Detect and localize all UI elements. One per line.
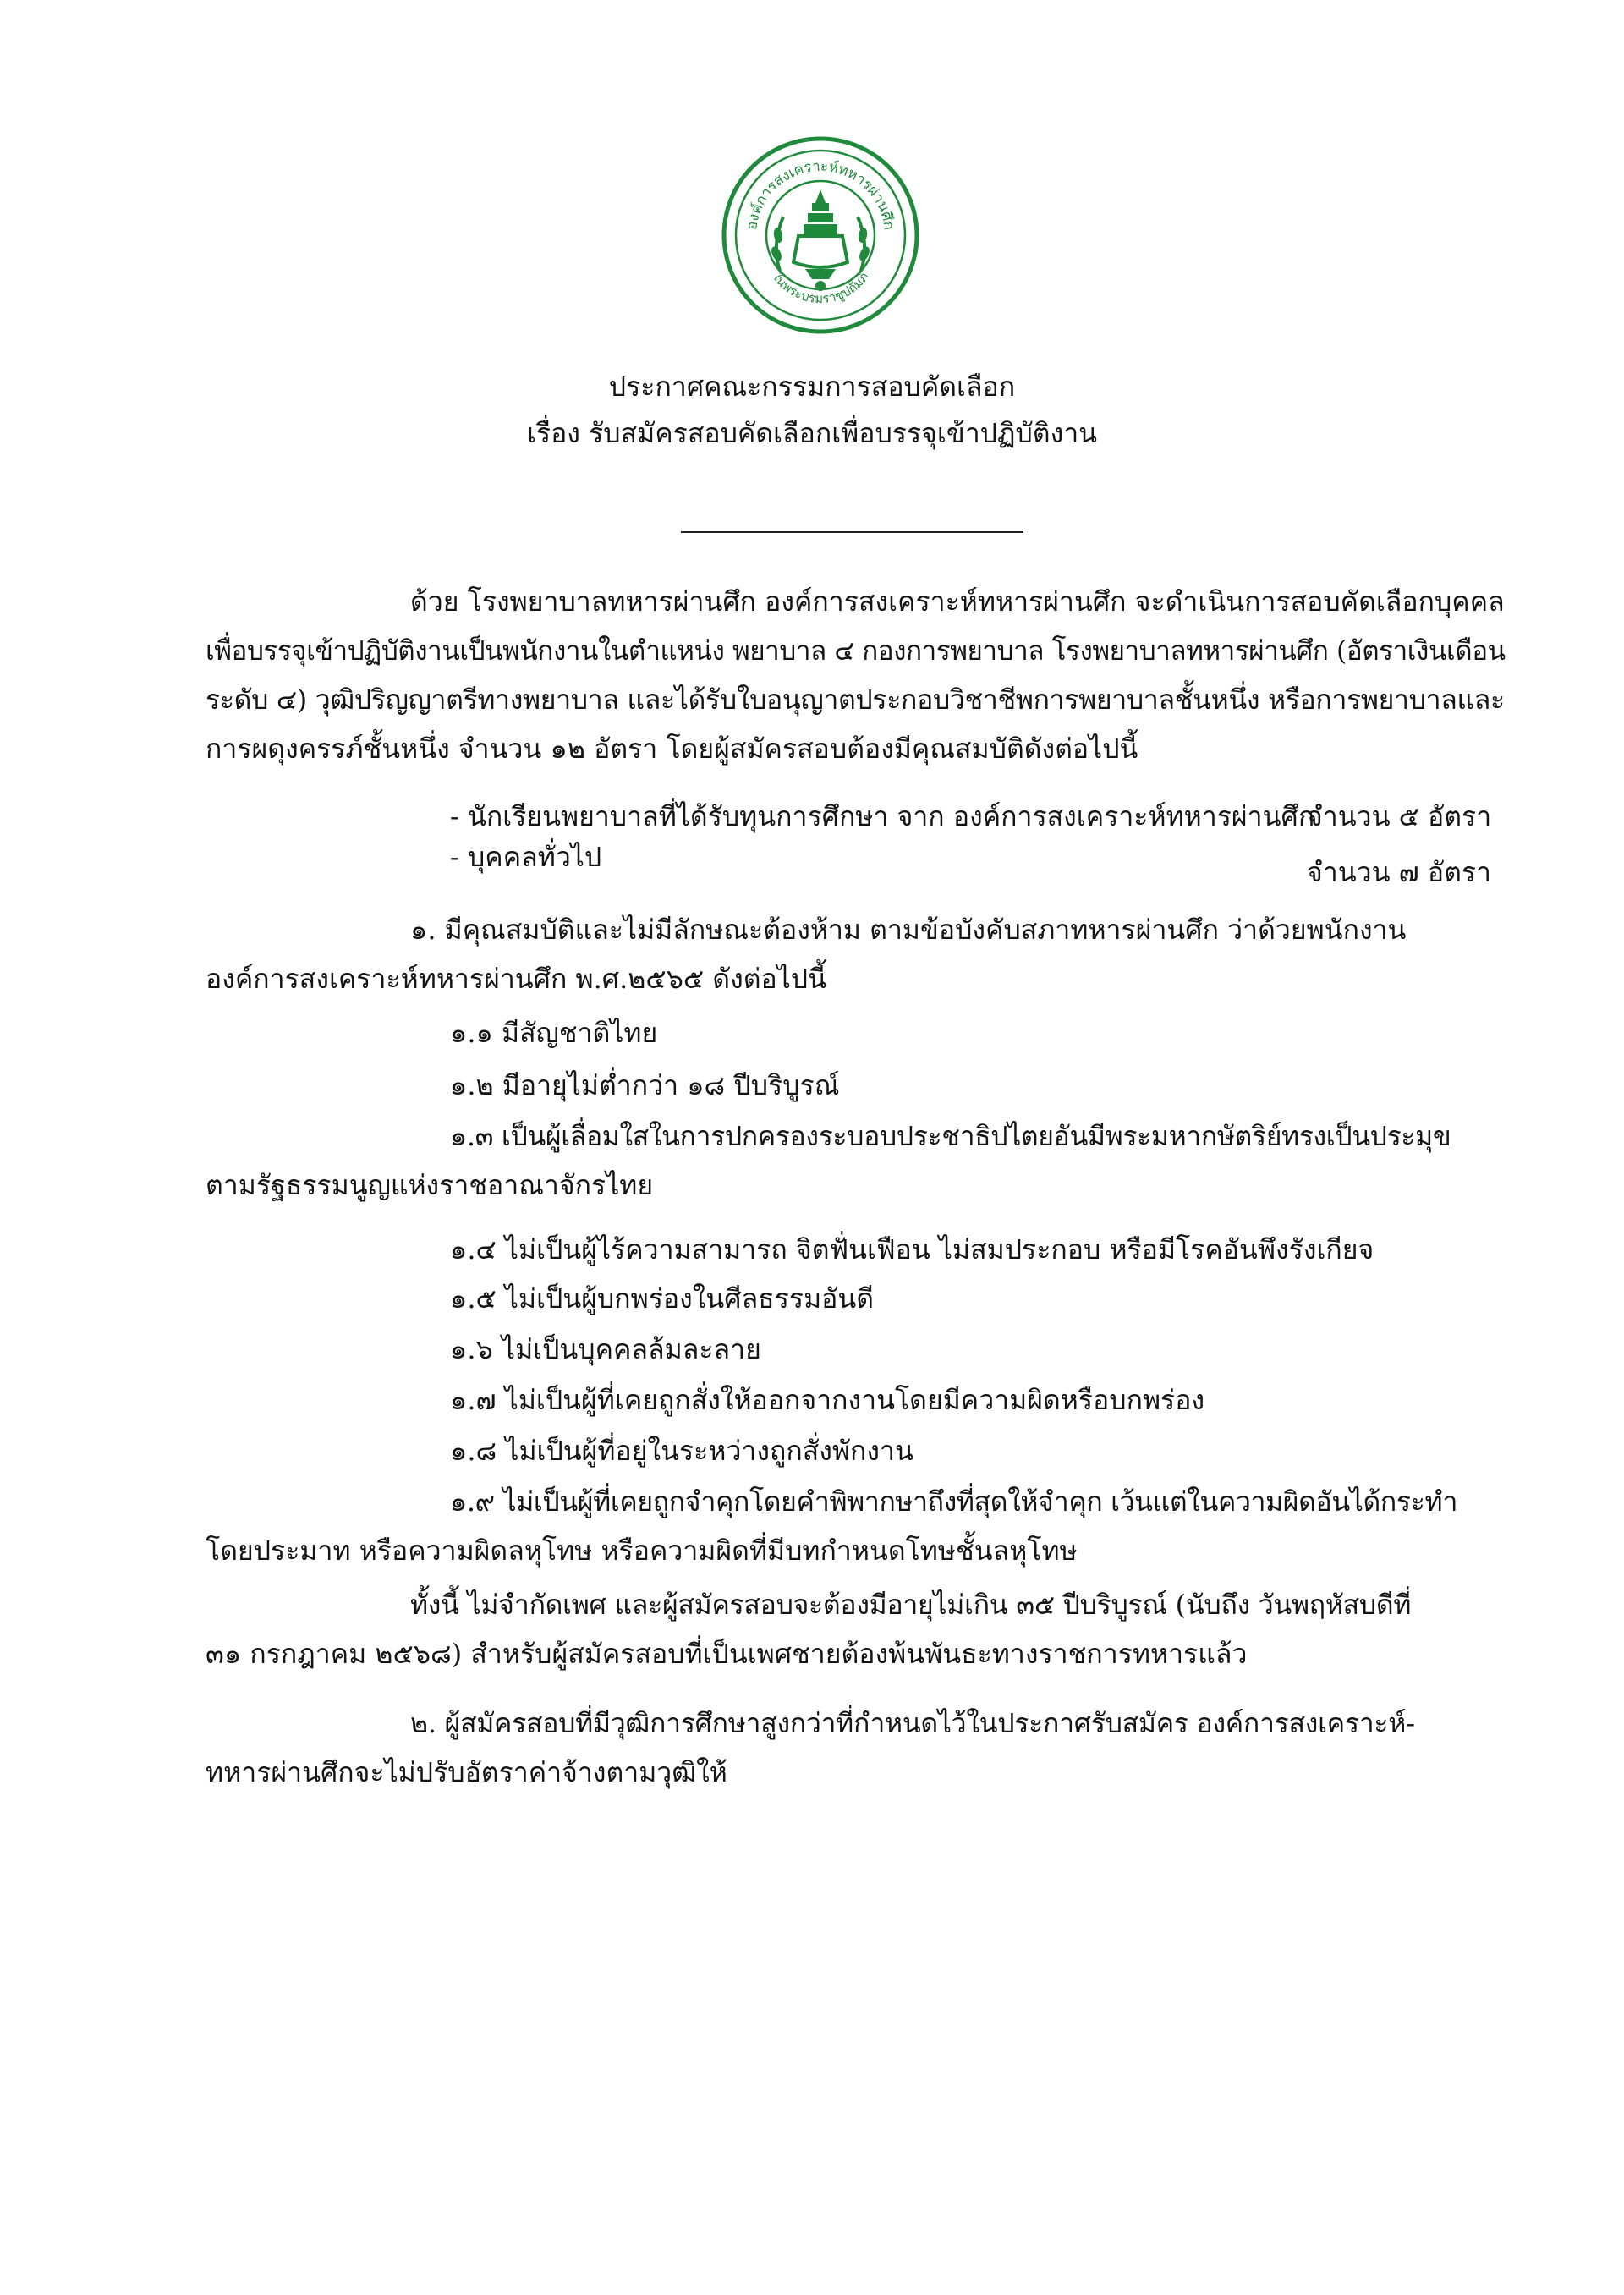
organization-emblem-logo: [721, 135, 920, 335]
qualification-1-8: ๑.๘ ไม่เป็นผู้ที่อยู่ในระหว่างถูกสั่งพักงาน: [450, 1435, 914, 1467]
announcement-title: ประกาศคณะกรรมการสอบคัดเลือก: [608, 371, 1016, 403]
section-1-line-2: องค์การสงเคราะห์ทหารผ่านศึก พ.ศ.๒๕๖๕ ดังต่อไปนี้: [206, 963, 826, 995]
qualification-1-6: ๑.๖ ไม่เป็นบุคคลล้มละลาย: [450, 1333, 761, 1365]
announcement-subject: เรื่อง รับสมัครสอบคัดเลือกเพื่อบรรจุเข้าปฏิบัติงาน: [526, 417, 1098, 449]
qualification-1-4: ๑.๔ ไม่เป็นผู้ไร้ความสามารถ จิตฟั่นเฟือน ไม่สมประกอบ หรือมีโรคอันพึงรังเกียจ: [450, 1233, 1374, 1266]
section-1-line-1: ๑. มีคุณสมบัติและไม่มีลักษณะต้องห้าม ตามข้อบังคับสภาทหารผ่านศึก ว่าด้วยพนักงาน: [410, 914, 1407, 946]
quota-count: จำนวน ๗ อัตรา: [1307, 856, 1491, 888]
qualification-1-2: ๑.๒ มีอายุไม่ต่ำกว่า ๑๘ ปีบริบูรณ์: [450, 1069, 840, 1101]
section-2-line-1: ๒. ผู้สมัครสอบที่มีวุฒิการศึกษาสูงกว่าที่กำหนดไว้ในประกาศรับสมัคร องค์การสงเคราะห์-: [410, 1707, 1415, 1739]
quota-count: จำนวน ๕ อัตรา: [1307, 800, 1492, 832]
emblem-ring-text-bottom: ในพระบรมราชูปถัมภ์: [769, 269, 872, 307]
quota-item: - นักเรียนพยาบาลที่ได้รับทุนการศึกษา จาก องค์การสงเคราะห์ทหารผ่านศึก: [450, 800, 1315, 832]
qualification-1-5: ๑.๕ ไม่เป็นผู้บกพร่องในศีลธรรมอันดี: [450, 1282, 875, 1315]
intro-line-2: เพื่อบรรจุเข้าปฏิบัติงานเป็นพนักงานในตำแหน่ง พยาบาล ๔ กองการพยาบาล โรงพยาบาลทหารผ่านศึก (อัตราเงินเดือน: [206, 634, 1506, 667]
intro-line-1: ด้วย โรงพยาบาลทหารผ่านศึก องค์การสงเคราะห์ทหารผ่านศึก จะดำเนินการสอบคัดเลือกบุคคล: [410, 585, 1505, 618]
emblem-ring-text-top: องค์การสงเคราะห์ทหารผ่านศึก: [743, 157, 897, 232]
intro-line-3: ระดับ ๔) วุฒิปริญญาตรีทางพยาบาล และได้รับใบอนุญาตประกอบวิชาชีพการพยาบาลชั้นหนึ่ง หรือการพยาบาลและ: [206, 684, 1505, 716]
intro-line-4: การผดุงครรภ์ชั้นหนึ่ง จำนวน ๑๒ อัตรา โดยผู้สมัครสอบต้องมีคุณสมบัติดังต่อไปนี้: [206, 733, 1138, 765]
section-2-line-2: ทหารผ่านศึกจะไม่ปรับอัตราค่าจ้างตามวุฒิให้: [206, 1756, 727, 1788]
qualification-1-3: ๑.๓ เป็นผู้เลื่อมใสในการปกครองระบอบประชาธิปไตยอันมีพระมหากษัตริย์ทรงเป็นประมุข: [450, 1120, 1451, 1152]
qualification-1-9: ๑.๙ ไม่เป็นผู้ที่เคยถูกจำคุกโดยคำพิพากษาถึงที่สุดให้จำคุก เว้นแต่ในความผิดอันได้กระทำ: [450, 1485, 1458, 1518]
quota-item: - บุคคลทั่วไป: [450, 841, 602, 873]
qualification-1-3-cont: ตามรัฐธรรมนูญแห่งราชอาณาจักรไทย: [206, 1169, 654, 1201]
note-line-1: ทั้งนี้ ไม่จำกัดเพศ และผู้สมัครสอบจะต้องมีอายุไม่เกิน ๓๕ ปีบริบูรณ์ (นับถึง วันพฤหัสบดีที่: [410, 1589, 1412, 1621]
qualification-1-9-cont: โดยประมาท หรือความผิดลหุโทษ หรือความผิดที่มีบทกำหนดโทษชั้นลหุโทษ: [206, 1535, 1078, 1567]
title-divider: [681, 531, 1023, 533]
qualification-1-1: ๑.๑ มีสัญชาติไทย: [450, 1017, 658, 1049]
note-line-2: ๓๑ กรกฎาคม ๒๕๖๘) สำหรับผู้สมัครสอบที่เป็นเพศชายต้องพ้นพันธะทางราชการทหารแล้ว: [206, 1638, 1248, 1670]
qualification-1-7: ๑.๗ ไม่เป็นผู้ที่เคยถูกสั่งให้ออกจากงานโดยมีความผิดหรือบกพร่อง: [450, 1384, 1205, 1416]
